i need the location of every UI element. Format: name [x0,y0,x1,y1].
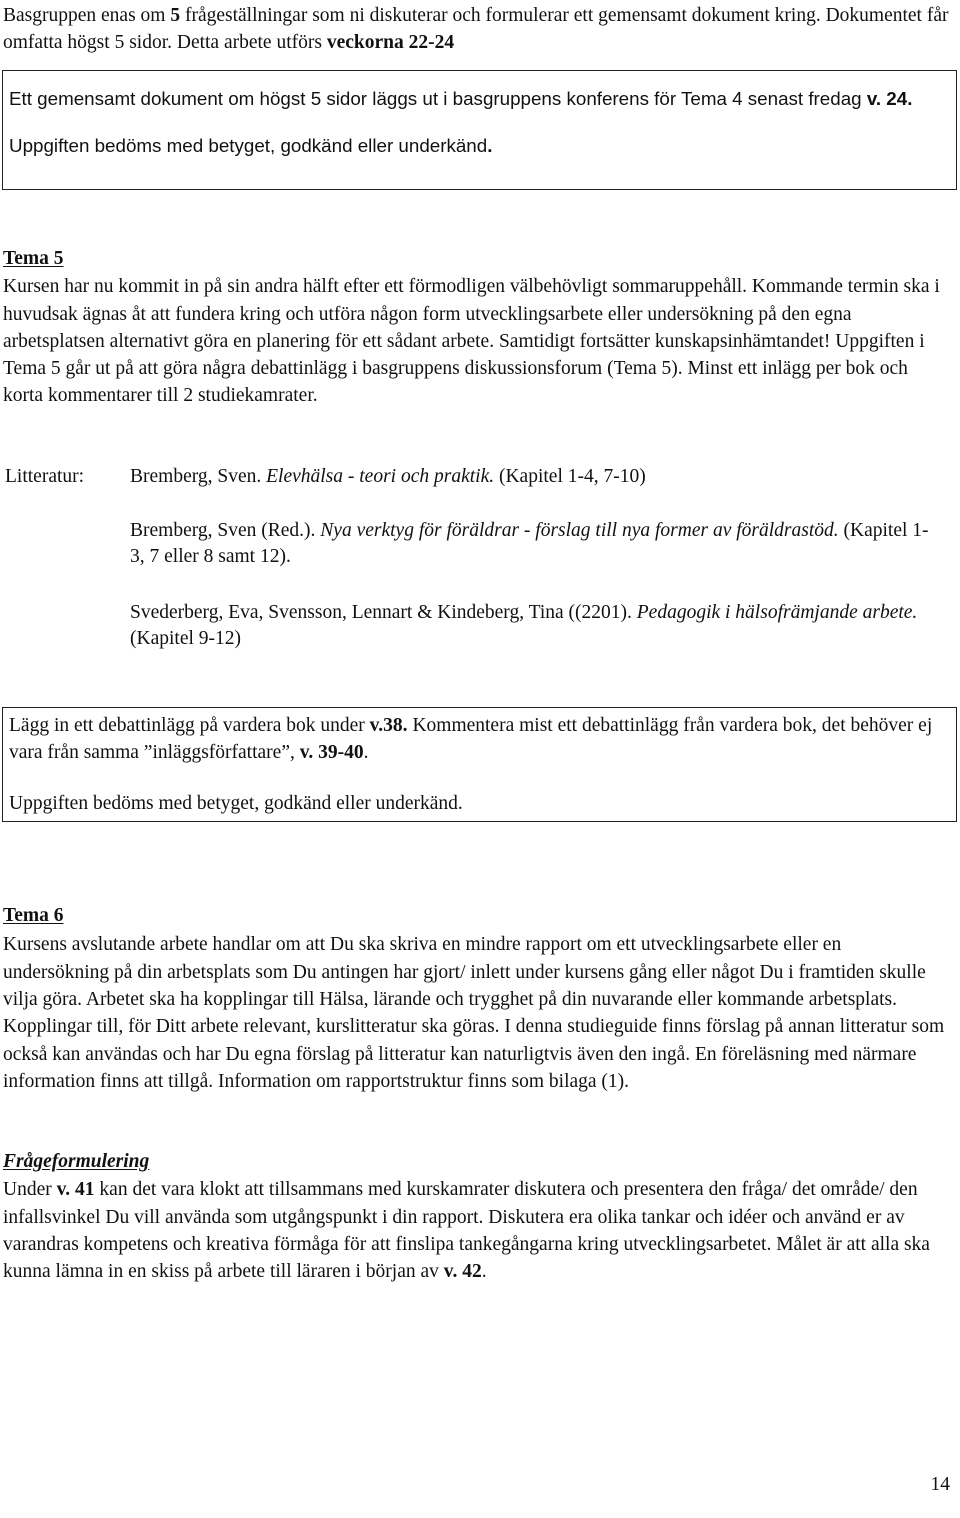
box1-grade [9,132,950,159]
box1-paragraph [9,85,950,112]
box1-content [3,71,956,160]
box1-grade-period: . [487,135,493,157]
task-box-tema4 [2,70,957,190]
tema5-section [3,245,951,410]
lit-chapters: (Kapitel 9-12) [130,628,242,650]
box2-text: Kommentera mist ett debattinlägg från vardera bok, det behöver ej vara från samma ”inläggsförfattare”, [9,715,933,764]
fraga-week: v. 41 [56,1179,95,1201]
box1-deadline: v. 24. [866,88,913,109]
intro-count: 5 [170,5,181,26]
box2-text: Lägg in ett debattinlägg på vardera bok under [9,715,370,736]
fragaformulering-heading: Frågeformulering [3,1151,150,1172]
task-box-tema5 [2,707,957,822]
literature-label: Litteratur: [5,466,85,487]
literature-entry-3 [130,600,930,653]
literature-entry-1 [130,464,930,490]
page-number: 14 [930,1474,950,1495]
lit-title: Nya verktyg för föräldrar - förslag till nya former av föräldrastöd. [320,520,839,541]
fraga-period: . [481,1261,487,1283]
tema6-body: Kursens avslutande arbete handlar om att Du ska skriva en mindre rapport om ett utvecklingsarbete eller en undersökning på din arbetsplats som Du antingen har gjort/ inlett under kursens gång eller något Du i framtiden skulle vilja göra. Arbetet ska ha kopplingar till Hälsa, lärande och trygghet på din nuvarande eller kommande arbetsplats. Kopplingar till, för Ditt arbete relevant, kurslitteratur ska göras. I denna studieguide finns förslag på annan litteratur som också kan användas och har Du egna förslag på litteratur kan naturligtvis även den ingå. En föreläsning med närmare information finns att tillgå. Information om rapportstruktur finns som bilaga (1). [3,934,945,1092]
box1-text: Ett gemensamt dokument om högst 5 sidor läggs ut i basgruppens konferens för Tema 4 senast fredag [9,88,867,109]
fraga-text: kan det vara klokt att tillsammans med kurskamrater diskutera och presentera den fråga/ det område/ den infallsvinkel Du vill använda som utgångspunkt i din rapport. Diskutera era olika tankar och idéer och använd er av varandras kompetens och kreativa förmåga för att finslipa tankegångarna kring utvecklingsarbetet. Målet är att alla ska kunna lämna in en skiss på arbete till läraren i början av [3,1179,930,1283]
fragaformulering-body [3,1176,951,1285]
box2-paragraph [9,712,950,767]
intro-text: Basgruppen enas om [3,5,171,26]
box2-period: . [363,742,369,764]
box2-content [3,708,956,817]
tema5-heading: Tema 5 [3,248,64,269]
intro-weeks: veckorna 22-24 [326,32,455,54]
box2-weeks: v. 39-40 [299,742,364,764]
lit-author: Svederberg, Eva, Svensson, Lennart & Kindeberg, Tina ((2201). [130,602,637,623]
fraga-week: v. 42 [443,1261,482,1283]
intro-paragraph [3,2,951,57]
intro-text: frågeställningar som ni diskuterar och formulerar ett gemensamt dokument kring. Dokumentet får omfatta högst 5 sidor. Detta arbete utförs [3,5,949,54]
lit-author: Bremberg, Sven (Red.). [130,520,321,541]
box1-grade-text: Uppgiften bedöms med betyget, godkänd eller underkänd [9,135,488,157]
box2-grade: Uppgiften bedöms med betyget, godkänd eller underkänd. [9,792,463,814]
lit-author: Bremberg, Sven. [130,466,267,487]
tema6-heading: Tema 6 [3,905,64,926]
lit-chapters: (Kapitel 1-3, 7 eller 8 samt 12). [130,520,929,568]
lit-title: Pedagogik i hälsofrämjande arbete. [636,602,918,623]
fraga-text: Under [3,1179,57,1201]
literature-entry-2 [130,518,930,571]
tema6-section [3,903,951,1095]
fragaformulering-section [3,1148,951,1285]
box2-week: v.38. [369,715,408,736]
lit-title: Elevhälsa - teori och praktik. [266,466,495,487]
lit-chapters: (Kapitel 1-4, 7-10) [494,466,646,487]
tema5-body: Kursen har nu kommit in på sin andra hälft efter ett förmodligen välbehövligt sommaruppehåll. Kommande termin ska i huvudsak ägnas åt att fundera kring och utföra någon form utvecklingsarbete eller undersökning på den egna arbetsplatsen alternativt göra en planering för ett sådant arbete. Samtidigt fortsätter kunskapsinhämtandet! Uppgiften i Tema 5 går ut på att göra några debattinlägg i basgruppens diskussionsforum (Tema 5). Minst ett inlägg per bok och korta kommentarer till 2 studiekamrater. [3,276,940,407]
